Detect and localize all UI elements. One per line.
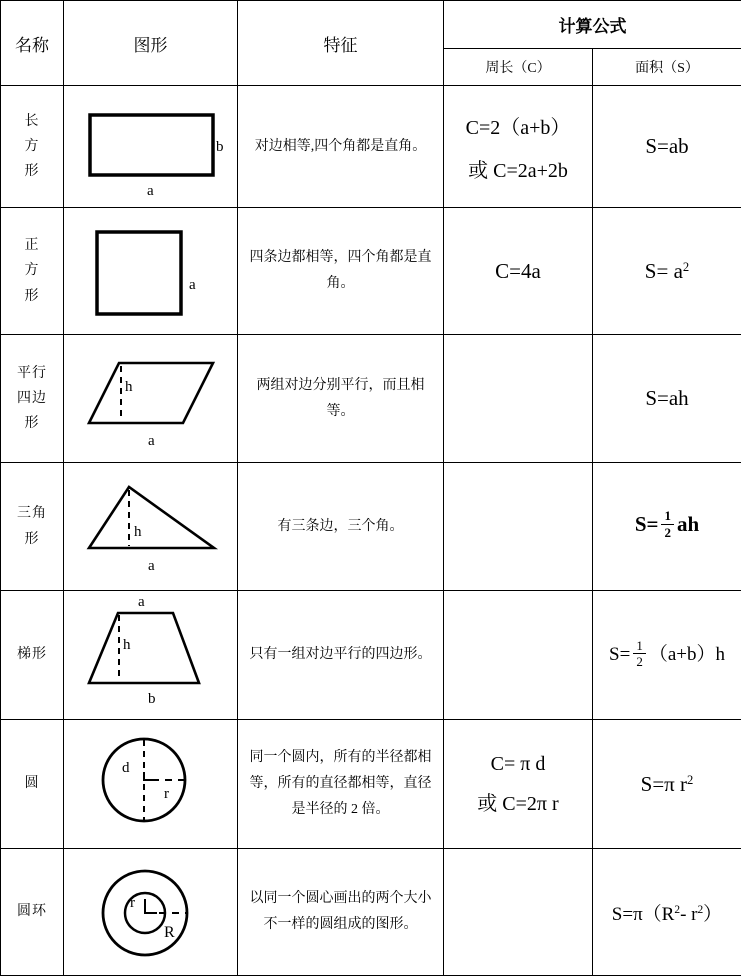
- area-parallelogram: [593, 335, 741, 463]
- area-triangle: [593, 463, 741, 591]
- label-h: h: [134, 524, 142, 540]
- perimeter-formula-1: C=2（a+b）: [466, 111, 571, 140]
- label-r: r: [164, 786, 169, 802]
- name-text: 圆环: [17, 899, 47, 924]
- row-rectangle: [1, 86, 741, 208]
- feature-parallelogram: 两组对边分别平行，而且相等。: [238, 335, 444, 463]
- area-formula: S=π $r^2$: [641, 772, 694, 796]
- label-r: r: [130, 895, 135, 911]
- header-perimeter: 周长（C）: [444, 49, 593, 86]
- name-text: 正方形: [24, 233, 40, 309]
- area-formula: $S= a^2$: [645, 259, 689, 283]
- superscript: 2: [697, 904, 703, 916]
- fraction: $\frac{1}{2}$: [661, 509, 674, 539]
- name-text: 三角形: [16, 501, 48, 551]
- perimeter-square: [444, 208, 593, 335]
- figure-annulus-cell: [64, 849, 238, 976]
- label-a: a: [189, 277, 196, 293]
- perimeter-formula-2: 或 C=2π r: [477, 787, 558, 816]
- name-text: 平行四边形: [16, 361, 48, 437]
- circle-figure: [64, 720, 238, 848]
- name-trapezoid: [1, 591, 64, 720]
- label-a: a: [148, 558, 155, 574]
- perimeter-rectangle: [444, 86, 593, 208]
- figure-square-cell: [64, 208, 238, 335]
- label-a: a: [138, 594, 145, 610]
- header-name: 名称: [1, 1, 64, 86]
- parallelogram-shape: [89, 363, 213, 423]
- perimeter-parallelogram: [444, 335, 593, 463]
- row-triangle: [1, 463, 741, 591]
- fraction: $\frac{1}{2}$: [633, 639, 646, 669]
- name-text: 梯形: [17, 642, 47, 667]
- triangle-figure: [64, 463, 238, 590]
- figure-circle-cell: [64, 720, 238, 849]
- figure-trapezoid-cell: [64, 591, 238, 720]
- area-formula: S=ah: [645, 386, 688, 410]
- feature-rectangle: 对边相等,四个角都是直角。: [238, 86, 444, 208]
- rectangle-shape: [90, 115, 213, 175]
- perimeter-formula-2: 或 C=2a+2b: [468, 154, 568, 183]
- name-text: 长方形: [24, 109, 40, 185]
- name-annulus: [1, 849, 64, 976]
- name-square: [1, 208, 64, 335]
- trapezoid-figure: [64, 591, 238, 719]
- header-feature: 特征: [238, 1, 444, 86]
- right-angle-mark: [144, 772, 152, 780]
- area-formula: $S=\pi(R^2-$ $r^2$）: [612, 904, 722, 925]
- area-rectangle: [593, 86, 741, 208]
- label-a: a: [148, 433, 155, 449]
- superscript: 2: [683, 260, 689, 274]
- header-area: 面积（S）: [593, 49, 741, 86]
- area-formula: S= $\frac{1}{2}$ ah: [635, 512, 699, 536]
- label-b: b: [216, 139, 224, 155]
- figure-parallelogram-cell: [64, 335, 238, 463]
- feature-annulus: 以同一个圆心画出的两个大小不一样的圆组成的图形。: [238, 849, 444, 976]
- superscript: 2: [687, 773, 693, 787]
- label-R: R: [164, 924, 175, 941]
- row-parallelogram: [1, 335, 741, 463]
- label-b: b: [148, 691, 156, 707]
- right-angle-mark: [145, 899, 157, 913]
- triangle-shape: [89, 487, 214, 548]
- trapezoid-shape: [89, 613, 199, 683]
- feature-trapezoid: 只有一组对边平行的四边形。: [238, 591, 444, 720]
- figure-rectangle-cell: [64, 86, 238, 208]
- label-h: h: [123, 637, 131, 653]
- parallelogram-figure: [64, 335, 238, 462]
- area-trapezoid: [593, 591, 741, 720]
- label-h: h: [125, 379, 133, 395]
- name-circle: [1, 720, 64, 849]
- area-circle: [593, 720, 741, 849]
- square-figure: [64, 208, 238, 334]
- perimeter-trapezoid: [444, 591, 593, 720]
- name-parallelogram: [1, 335, 64, 463]
- perimeter-formula: C=4a: [495, 259, 541, 283]
- area-square: [593, 208, 741, 335]
- perimeter-circle: [444, 720, 593, 849]
- perimeter-triangle: [444, 463, 593, 591]
- header-formula: 计算公式: [444, 1, 741, 49]
- row-annulus: [1, 849, 741, 976]
- name-triangle: [1, 463, 64, 591]
- row-circle: [1, 720, 741, 849]
- feature-square: 四条边都相等，四个角都是直角。: [238, 208, 444, 335]
- square-shape: [97, 232, 181, 314]
- perimeter-formula-1: C= π d: [491, 753, 546, 776]
- superscript: 2: [674, 904, 680, 916]
- perimeter-annulus: [444, 849, 593, 976]
- figure-triangle-cell: [64, 463, 238, 591]
- feature-triangle: 有三条边，三个角。: [238, 463, 444, 591]
- rectangle-figure: [64, 87, 238, 207]
- row-trapezoid: [1, 591, 741, 720]
- header-figure: 图形: [64, 1, 238, 86]
- name-text: 圆: [25, 771, 40, 796]
- annulus-figure: [64, 849, 238, 975]
- area-annulus: [593, 849, 741, 976]
- feature-circle: 同一个圆内，所有的半径都相等，所有的直径都相等，直径是半径的 2 倍。: [238, 720, 444, 849]
- label-d: d: [122, 760, 130, 776]
- row-square: [1, 208, 741, 335]
- area-formula: S= $\frac{1}{2}$ （a+b）h: [609, 644, 725, 665]
- label-a: a: [147, 183, 154, 199]
- area-formula: S=ab: [645, 134, 688, 158]
- name-rectangle: [1, 86, 64, 208]
